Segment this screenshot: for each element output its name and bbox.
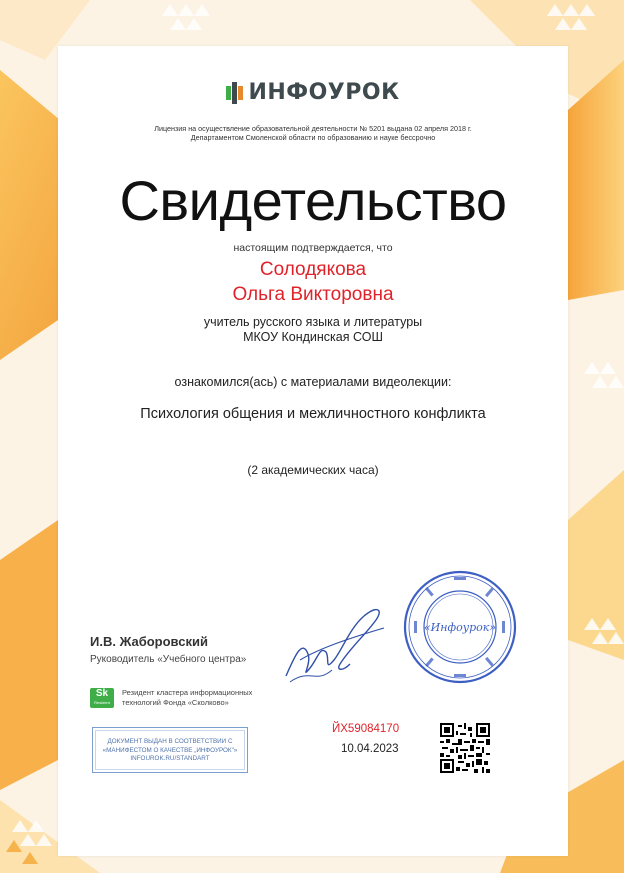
recipient-given-names: Ольга Викторовна: [232, 284, 394, 305]
recipient-school: МКОУ Кондинская СОШ: [243, 330, 383, 344]
skolkovo-logo-text: Sk: [95, 688, 109, 699]
logo-icon: [226, 82, 244, 104]
logo-text: [248, 80, 399, 105]
manifest-line-2: «МАНИФЕСТОМ О КАЧЕСТВЕ „ИНФОУРОК"»: [102, 746, 238, 754]
infourok-logo: [58, 80, 568, 105]
license-line-2: Департаментом Смоленской области по образованию и науке бессрочно: [190, 133, 436, 142]
recipient-position: [58, 315, 568, 345]
company-seal: [402, 569, 518, 685]
license-text: [58, 124, 568, 142]
course-title: Психология общения и межличностного конфликта: [140, 406, 486, 422]
course-hours: (2 академических часа): [247, 463, 379, 477]
signer-role: Руководитель «Учебного центра»: [90, 654, 247, 665]
skolkovo-line-2: технологий Фонда «Сколково»: [122, 698, 229, 707]
logo-text-part2: УРОК: [327, 80, 400, 105]
confirm-text: настоящим подтверждается, что: [233, 242, 393, 254]
certificate-title: Свидетельство: [119, 169, 507, 232]
skolkovo-logo-sub: Resident: [94, 700, 110, 705]
signer-name: И.В. Жаборовский: [90, 634, 208, 649]
qr-code[interactable]: [440, 723, 490, 773]
manifest-line-1: ДОКУМЕНТ ВЫДАН В СООТВЕТСТВИИ С: [107, 738, 233, 745]
manifest-box: [92, 727, 248, 773]
skolkovo-resident-text: [122, 688, 302, 708]
skolkovo-line-1: Резидент кластера информационных: [122, 688, 253, 697]
skolkovo-logo: [90, 688, 114, 708]
recipient-role: учитель русского языка и литературы: [203, 315, 423, 329]
handwritten-signature: [280, 598, 392, 688]
acquainted-text: ознакомился(ась) с материалами видеолекции:: [174, 375, 452, 389]
seal-center-text: «Инфоурок»: [423, 621, 497, 634]
recipient-surname: Солодякова: [259, 259, 367, 280]
logo-text-part1: ИНФО: [248, 80, 328, 105]
manifest-link[interactable]: INFOUROK.RU/STANDART: [130, 755, 210, 762]
document-date: 10.04.2023: [341, 743, 399, 755]
license-line-1: Лицензия на осуществление образовательной деятельности № 5201 выдана 02 апреля 2018 г.: [154, 124, 472, 133]
document-id: ЙХ59084170: [332, 723, 400, 735]
certificate-sheet: [58, 46, 568, 856]
